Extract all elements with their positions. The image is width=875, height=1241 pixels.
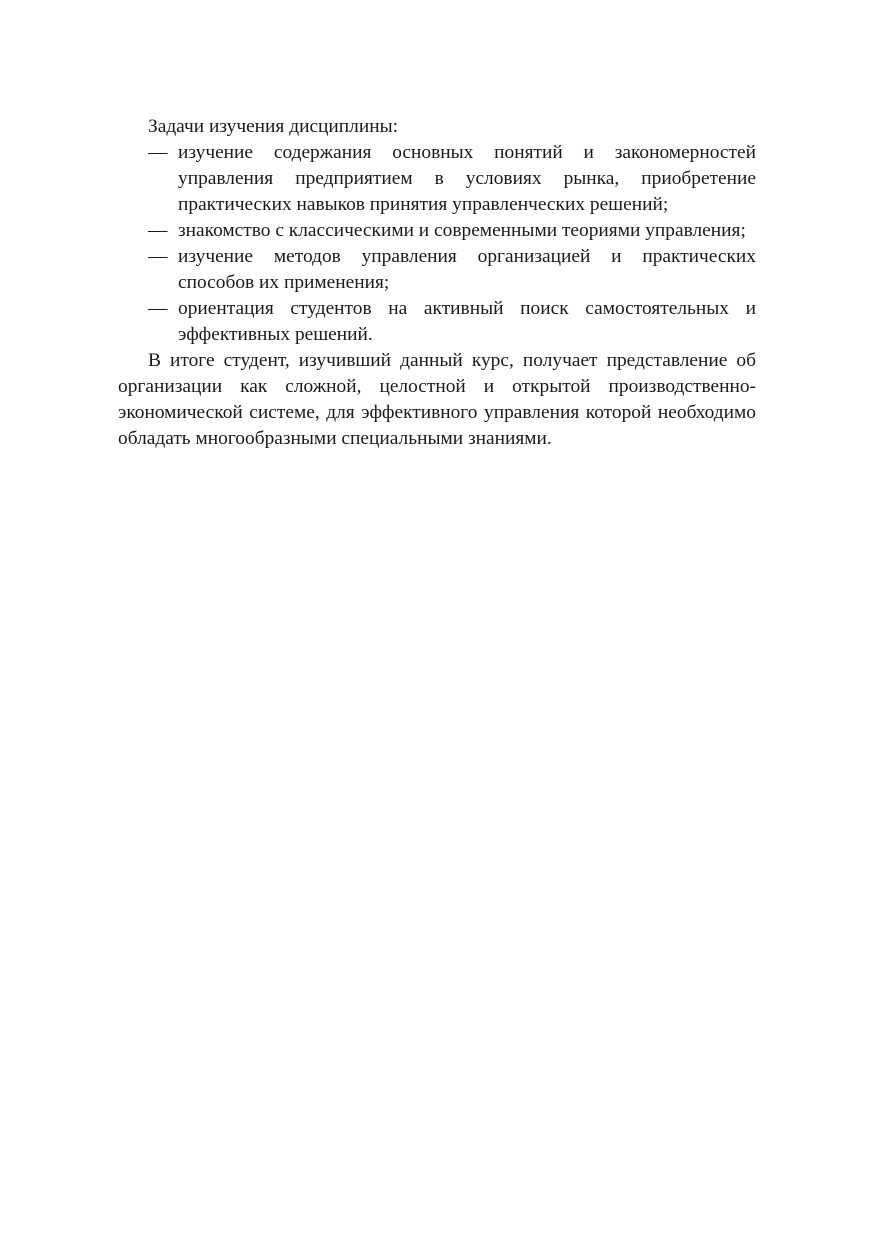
dash-marker: — <box>148 142 168 163</box>
dash-marker: — <box>148 220 168 241</box>
summary-paragraph: В итоге студент, изучивший данный курс, получает представление об организации как сложной, целостной и открытой производственно-экономической системе, для эффективного управления которой необходимо обладать многообразными специальными знаниями. <box>118 350 756 449</box>
list-item <box>118 296 756 348</box>
list-item <box>118 218 756 244</box>
dash-marker: — <box>148 246 168 267</box>
task-text: ориентация студентов на активный поиск самостоятельных и эффективных решений. <box>178 298 756 345</box>
task-list <box>118 140 756 348</box>
task-text: изучение методов управления организацией и практических способов их применения; <box>178 246 756 293</box>
tasks-heading: Задачи изучения дисциплины: <box>148 116 399 137</box>
task-text: изучение содержания основных понятий и закономерностей управления предприятием в условиях рынка, приобретение практических навыков принятия управленческих решений; <box>178 142 756 215</box>
task-text: знакомство с классическими и современными теориями управления; <box>178 220 746 241</box>
dash-marker: — <box>148 298 168 319</box>
list-item <box>118 140 756 218</box>
body-text <box>118 114 756 452</box>
list-item <box>118 244 756 296</box>
